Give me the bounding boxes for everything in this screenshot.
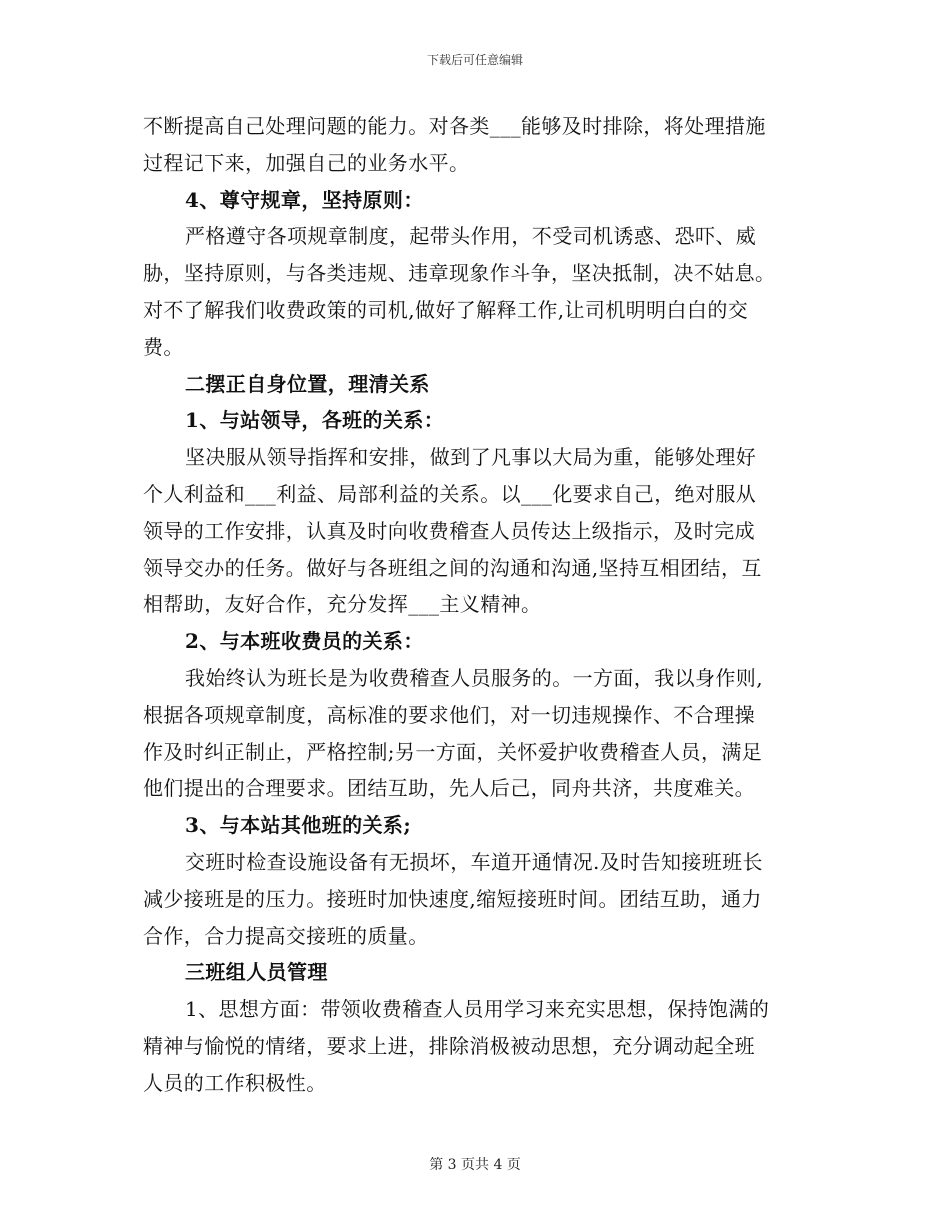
paragraph-line: 合作，合力提高交接班的质量。 [143, 923, 429, 948]
paragraph-line: 他们提出的合理要求。团结互助，先人后己，同舟共济，共度难关。 [143, 776, 755, 801]
paragraph-line: 个人利益和___利益、局部利益的关系。以___化要求自己，绝对服从 [143, 481, 757, 506]
section-heading: 3、与本站其他班的关系; [185, 813, 412, 838]
paragraph-line: 减少接班是的压力。接班时加快速度,缩短接班时间。团结互助，通力 [143, 886, 762, 911]
section-heading: 2、与本班收费员的关系： [185, 629, 424, 654]
page-footer: 第 3 页共 4 页 [429, 1157, 521, 1173]
paragraph-line: 领导交办的任务。做好与各班组之间的沟通和沟通,坚持互相团结，互 [143, 555, 762, 580]
paragraph-line: 我始终认为班长是为收费稽查人员服务的。一方面，我以身作则, [185, 665, 763, 690]
paragraph-line: 过程记下来，加强自己的业务水平。 [143, 150, 470, 175]
page-header: 下载后可任意编辑 [426, 53, 523, 67]
paragraph-line: 人员的工作积极性。 [143, 1070, 327, 1095]
paragraph-line: 根据各项规章制度，高标准的要求他们，对一切违规操作、不合理操 [143, 702, 755, 727]
paragraph-line: 胁，坚持原则，与各类违规、违章现象作斗争，坚决抵制，决不姑息。 [143, 261, 776, 286]
paragraph-line: 精神与愉悦的情绪，要求上进，排除消极被动思想，充分调动起全班 [143, 1033, 755, 1058]
paragraph-line: 领导的工作安排，认真及时向收费稽查人员传达上级指示，及时完成 [143, 518, 755, 543]
document-body [143, 108, 813, 1102]
paragraph-line: 坚决服从领导指挥和安排，做到了凡事以大局为重，能够处理好 [185, 445, 757, 470]
section-heading: 二摆正自身位置，理清关系 [185, 371, 430, 396]
paragraph-line: 不断提高自己处理问题的能力。对各类___能够及时排除，将处理措施 [143, 114, 766, 138]
paragraph-line: 作及时纠正制止，严格控制;另一方面，关怀爱护收费稽查人员，满足 [143, 739, 763, 764]
paragraph-line: 交班时检查设施设备有无损坏，车道开通情况.及时告知接班班长 [185, 849, 763, 874]
paragraph-line: 相帮助，友好合作，充分发挥___主义精神。 [143, 592, 542, 617]
paragraph-line: 对不了解我们收费政策的司机,做好了解释工作,让司机明明白白的交 [143, 297, 749, 322]
paragraph-line: 1、思想方面：带领收费稽查人员用学习来充实思想，保持饱满的 [185, 997, 770, 1022]
paragraph-line: 严格遵守各项规章制度，起带头作用，不受司机诱惑、恐吓、威 [185, 224, 757, 249]
section-heading: 三班组人员管理 [185, 960, 328, 985]
section-heading: 4、尊守规章，坚持原则： [185, 187, 424, 212]
paragraph-line: 费。 [143, 334, 184, 359]
section-heading: 1、与站领导，各班的关系： [185, 408, 445, 433]
